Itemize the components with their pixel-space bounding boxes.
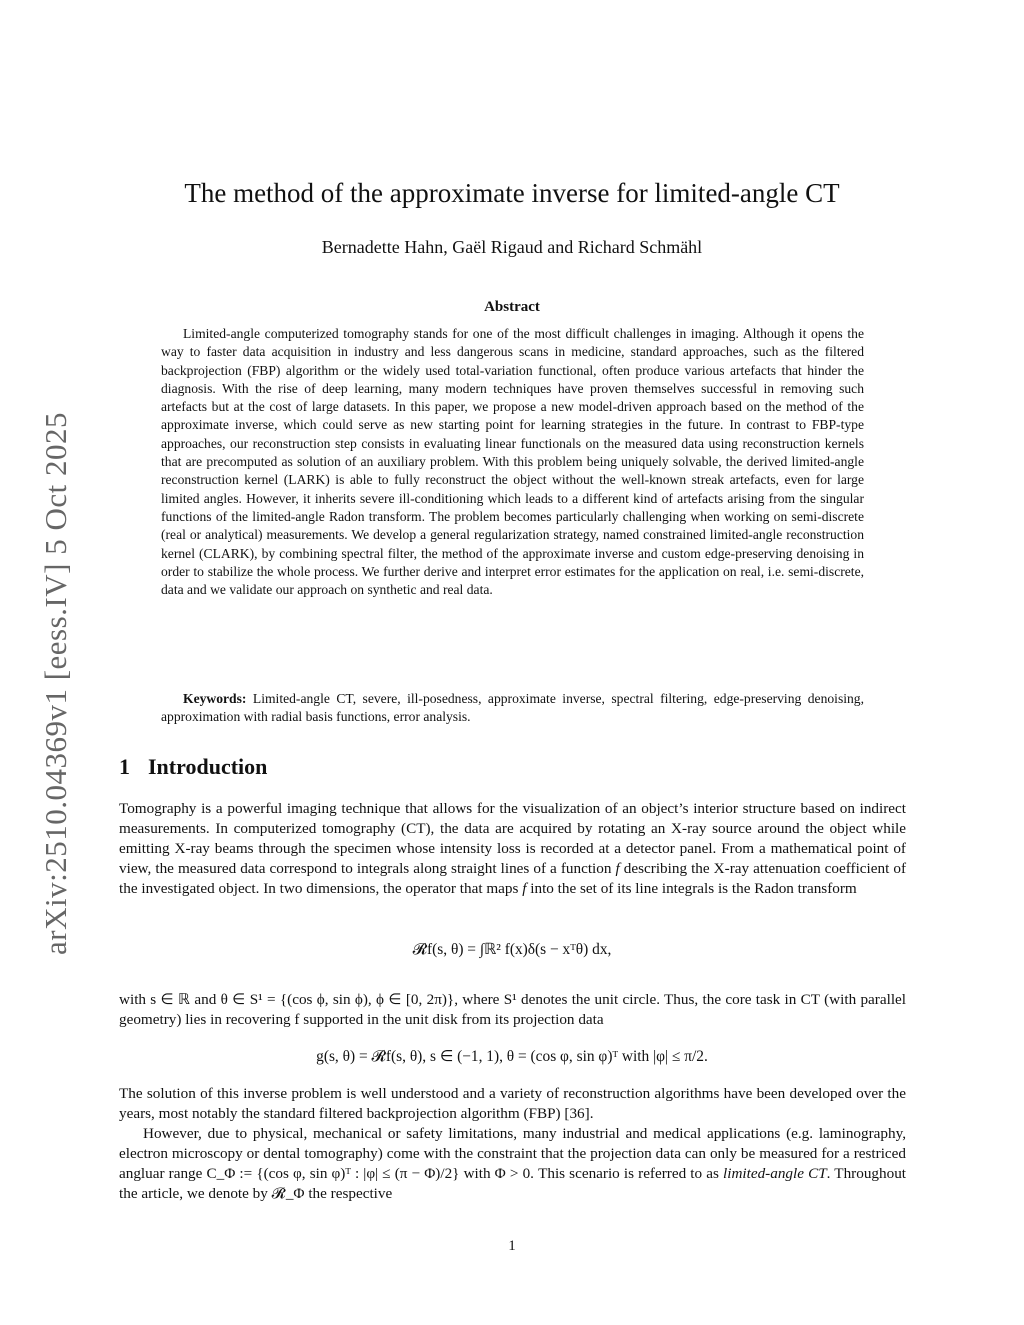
paper-title: The method of the approximate inverse for limited-angle CT bbox=[184, 178, 840, 208]
intro-paragraph-2: with s ∈ ℝ and θ ∈ S¹ = {(cos ϕ, sin ϕ), ϕ ∈ [0, 2π)}, where S¹ denotes the unit circle. Thus, the core task in CT (with parallel geometry) lies in recovering f supported in the unit disk from its projection data bbox=[119, 991, 906, 1028]
abstract-heading: Abstract bbox=[484, 299, 540, 315]
intro-p1-text-b: describing the X-ray attenuation coefficient of the investigated object. In two dimensions, the operator that maps bbox=[119, 860, 907, 897]
keywords-block bbox=[161, 690, 864, 727]
section-number: 1 bbox=[119, 754, 130, 779]
section-title: Introduction bbox=[148, 754, 268, 779]
paper-authors: Bernadette Hahn, Gaël Rigaud and Richard Schmähl bbox=[321, 237, 703, 257]
intro-p1-var-2: f bbox=[522, 880, 527, 897]
intro-p4-emphasis: limited-angle CT bbox=[723, 1165, 827, 1182]
intro-p1-text-c: into the set of its line integrals is the Radon transform bbox=[530, 880, 857, 897]
section-heading bbox=[119, 754, 267, 780]
intro-paragraph-1 bbox=[119, 799, 906, 899]
equation-projection-data: g(s, θ) = 𝓡f(s, θ), s ∈ (−1, 1), θ = (cos φ, sin φ)ᵀ with |φ| ≤ π/2. bbox=[316, 1048, 708, 1065]
abstract-text: Limited-angle computerized tomography stands for one of the most difficult challenges in imaging. Although it opens the way to faster data acquisition in industry and less dangerous scans in medicine, standard approaches, such as the filtered backprojection (FBP) algorithm or the widely used total-variation functional, often produce various artefacts that hinder the diagnosis. With the rise of deep learning, many modern techniques have proven themselves successful in removing such artefacts but at the cost of large datasets. In this paper, we propose a new model-driven approach based on the method of the approximate inverse, which could serve as new starting point for learning strategies in the future. In contrast to FBP-type approaches, our reconstruction step consists in evaluating linear functionals on the measured data using reconstruction kernels that are precomputed as solution of an auxiliary problem. With this problem being uniquely solvable, the derived limited-angle reconstruction kernel (LARK) is able to fully reconstruct the object without the well-known streak artefacts, even for large limited angles. However, it inherits severe ill-conditioning which leads to a different kind of artefacts arising from the singular functions of the limited-angle Radon transform. The problem becomes particularly challenging when working on semi-discrete (real or analytical) measurements. We develop a general regularization strategy, named constrained limited-angle reconstruction kernel (CLARK), by combining spectral filter, the method of the approximate inverse and custom edge-preserving denoising in order to stabilize the whole process. We further derive and interpret error estimates for the application on real, i.e. semi-discrete, data and we validate our approach on synthetic and real data. bbox=[161, 326, 864, 598]
intro-paragraph-4 bbox=[119, 1124, 906, 1204]
intro-p1-text: Tomography is a powerful imaging technique that allows for the visualization of an object’s interior structure based on indirect measurements. In computerized tomography (CT), the data are acquired by rotating an X-ray source around the object while emitting X-ray beams through the specimen whose intensity loss is recorded at a detector panel. From a mathematical point of view, the measured data correspond to integrals along straight lines of a function bbox=[119, 800, 906, 877]
intro-p4-text-b: . Throughout the article, we denote by 𝓡_Φ the respective bbox=[119, 1165, 907, 1202]
intro-p4-text: However, due to physical, mechanical or safety limitations, many industrial and medical applications (e.g. laminography, electron microscopy or dental tomography) come with the constraint that the projection data can only be measured for a restriced angluar range C_Φ := {(cos φ, sin φ)ᵀ : |φ| ≤ (π − Φ)/2} with Φ > 0. This scenario is referred to as bbox=[119, 1125, 906, 1182]
intro-p1-var: f bbox=[615, 860, 620, 877]
equation-radon-transform: 𝓡f(s, θ) = ∫ℝ² f(x)δ(s − xᵀθ) dx, bbox=[412, 941, 612, 958]
keywords-label: Keywords: bbox=[183, 691, 247, 706]
arxiv-identifier: arXiv:2510.04369v1 [eess.IV] 5 Oct 2025 bbox=[38, 412, 73, 955]
page-number: 1 bbox=[508, 1238, 516, 1254]
intro-paragraph-3: The solution of this inverse problem is well understood and a variety of reconstruction algorithms have been developed over the years, most notably the standard filtered backprojection algorithm (FBP) [36]. bbox=[119, 1085, 906, 1122]
keywords-text: Limited-angle CT, severe, ill-posedness, approximate inverse, spectral filtering, edge-preserving denoising, approximation with radial basis functions, error analysis. bbox=[161, 691, 864, 725]
